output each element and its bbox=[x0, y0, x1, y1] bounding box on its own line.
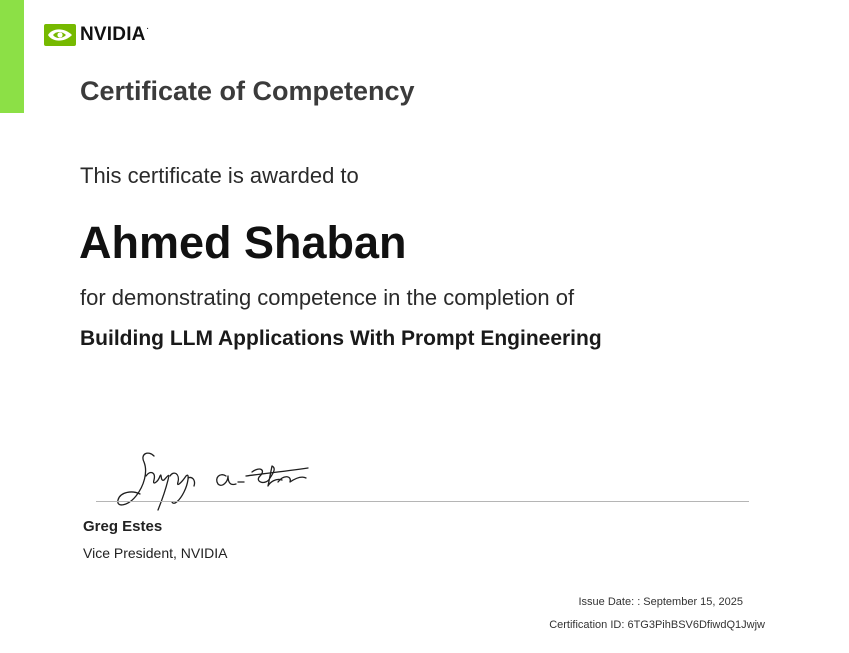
signer-title: Vice President, NVIDIA bbox=[83, 545, 228, 561]
issue-date: Issue Date: : September 15, 2025 bbox=[578, 596, 743, 608]
nvidia-logo bbox=[44, 24, 149, 46]
certificate-title: Certificate of Competency bbox=[80, 76, 415, 106]
nvidia-wordmark: NVIDIA. bbox=[80, 24, 149, 45]
handwritten-signature bbox=[110, 446, 320, 516]
certification-id: Certification ID: 6TG3PihBSV6DfiwdQ1Jwjw bbox=[549, 619, 765, 631]
awarded-text: This certificate is awarded to bbox=[80, 163, 359, 188]
nvidia-eye-icon bbox=[44, 24, 76, 46]
signer-name: Greg Estes bbox=[83, 518, 163, 535]
accent-bar bbox=[0, 0, 24, 113]
signature-line bbox=[96, 501, 749, 502]
completion-text: for demonstrating competence in the completion of bbox=[80, 285, 575, 310]
recipient-name: Ahmed Shaban bbox=[79, 217, 407, 268]
course-title: Building LLM Applications With Prompt Engineering bbox=[80, 327, 602, 350]
